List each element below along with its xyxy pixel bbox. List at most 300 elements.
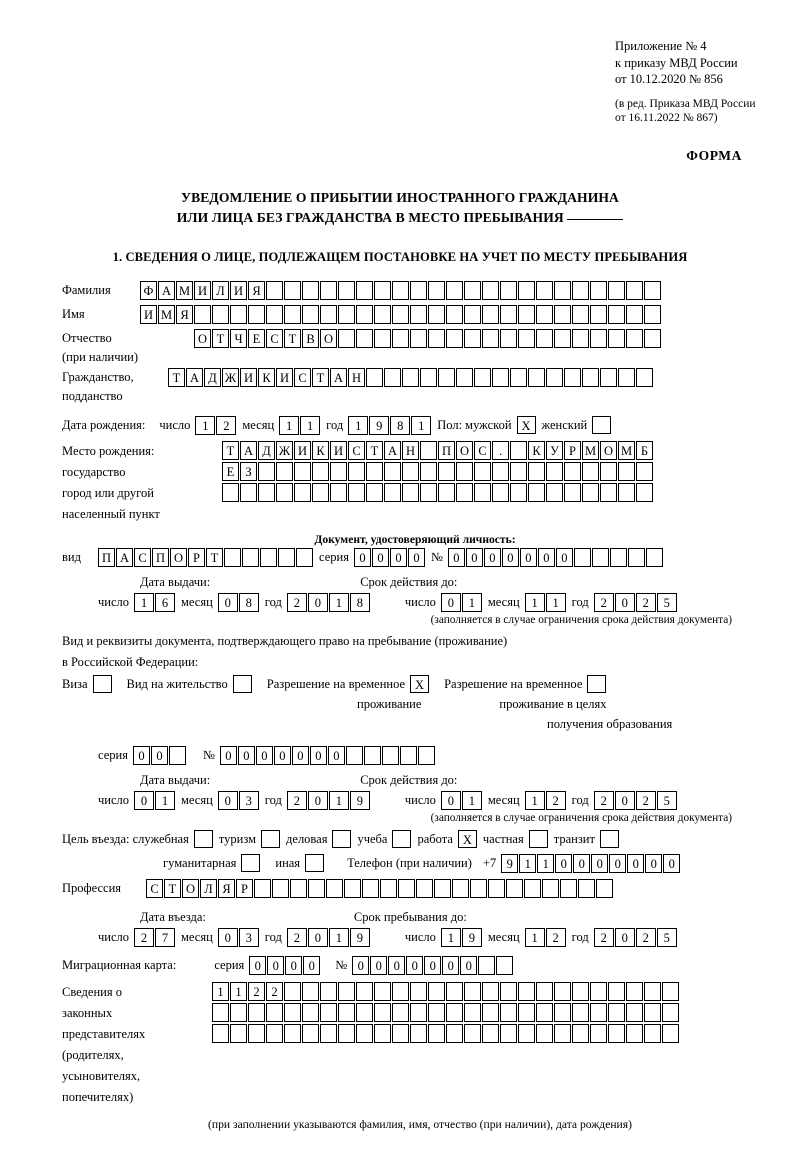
char-cell[interactable] xyxy=(608,982,625,1001)
char-cell[interactable] xyxy=(384,368,401,387)
char-cell[interactable]: Н xyxy=(348,368,365,387)
char-cell[interactable] xyxy=(260,548,277,567)
char-cell[interactable] xyxy=(590,281,607,300)
char-cell[interactable]: 1 xyxy=(546,593,566,612)
char-cell[interactable]: Е xyxy=(222,462,239,481)
char-cell[interactable] xyxy=(248,1003,265,1022)
char-cell[interactable]: 1 xyxy=(329,791,349,810)
char-cell[interactable]: П xyxy=(98,548,115,567)
char-cell[interactable] xyxy=(446,1003,463,1022)
char-cell[interactable]: Е xyxy=(248,329,265,348)
char-cell[interactable]: 0 xyxy=(573,854,590,873)
char-cell[interactable]: 2 xyxy=(287,928,307,947)
char-cell[interactable]: И xyxy=(140,305,157,324)
char-cell[interactable] xyxy=(626,1003,643,1022)
char-cell[interactable]: 2 xyxy=(266,982,283,1001)
char-cell[interactable] xyxy=(528,462,545,481)
char-cell[interactable]: 0 xyxy=(408,548,425,567)
char-cell[interactable] xyxy=(428,329,445,348)
char-cell[interactable] xyxy=(488,879,505,898)
stay-year-input[interactable] xyxy=(594,928,678,947)
char-cell[interactable] xyxy=(608,329,625,348)
char-cell[interactable]: 0 xyxy=(442,956,459,975)
char-cell[interactable] xyxy=(662,1003,679,1022)
char-cell[interactable] xyxy=(618,368,635,387)
char-cell[interactable] xyxy=(554,305,571,324)
char-cell[interactable]: А xyxy=(186,368,203,387)
char-cell[interactable] xyxy=(510,441,527,460)
char-cell[interactable] xyxy=(600,483,617,502)
char-cell[interactable]: 1 xyxy=(155,791,175,810)
birth-day-input[interactable] xyxy=(195,416,237,435)
char-cell[interactable] xyxy=(320,1003,337,1022)
char-cell[interactable] xyxy=(410,329,427,348)
char-cell[interactable]: 3 xyxy=(239,928,259,947)
char-cell[interactable]: Н xyxy=(402,441,419,460)
char-cell[interactable]: 9 xyxy=(462,928,482,947)
char-cell[interactable] xyxy=(266,281,283,300)
char-cell[interactable]: 8 xyxy=(350,593,370,612)
char-cell[interactable]: 8 xyxy=(239,593,259,612)
char-cell[interactable]: 1 xyxy=(537,854,554,873)
char-cell[interactable]: А xyxy=(116,548,133,567)
char-cell[interactable] xyxy=(302,1024,319,1043)
char-cell[interactable]: О xyxy=(320,329,337,348)
char-cell[interactable] xyxy=(402,483,419,502)
char-cell[interactable]: 5 xyxy=(657,593,677,612)
char-cell[interactable] xyxy=(348,462,365,481)
char-cell[interactable] xyxy=(608,305,625,324)
char-cell[interactable]: 2 xyxy=(636,928,656,947)
char-cell[interactable] xyxy=(438,368,455,387)
char-cell[interactable] xyxy=(320,281,337,300)
char-cell[interactable] xyxy=(644,982,661,1001)
char-cell[interactable] xyxy=(536,1003,553,1022)
id-issue-month-input[interactable] xyxy=(218,593,260,612)
char-cell[interactable]: 1 xyxy=(525,791,545,810)
char-cell[interactable] xyxy=(410,1003,427,1022)
char-cell[interactable] xyxy=(582,462,599,481)
char-cell[interactable] xyxy=(546,368,563,387)
purpose-option-checkbox-0[interactable] xyxy=(261,830,280,848)
char-cell[interactable] xyxy=(374,329,391,348)
char-cell[interactable] xyxy=(302,1003,319,1022)
char-cell[interactable] xyxy=(338,1003,355,1022)
char-cell[interactable] xyxy=(410,982,427,1001)
char-cell[interactable] xyxy=(590,1024,607,1043)
char-cell[interactable] xyxy=(320,982,337,1001)
legal-reps-row-3[interactable] xyxy=(212,1024,680,1043)
char-cell[interactable] xyxy=(464,281,481,300)
char-cell[interactable] xyxy=(536,329,553,348)
char-cell[interactable] xyxy=(266,305,283,324)
char-cell[interactable]: 0 xyxy=(645,854,662,873)
char-cell[interactable]: 0 xyxy=(292,746,309,765)
purpose-option-checkbox-3[interactable]: X xyxy=(458,830,477,848)
char-cell[interactable]: Т xyxy=(312,368,329,387)
residence-permit-checkbox[interactable] xyxy=(233,675,252,693)
char-cell[interactable] xyxy=(626,1024,643,1043)
char-cell[interactable] xyxy=(212,305,229,324)
permit-issue-year-input[interactable] xyxy=(287,791,371,810)
char-cell[interactable] xyxy=(528,483,545,502)
char-cell[interactable]: Р xyxy=(236,879,253,898)
char-cell[interactable] xyxy=(446,329,463,348)
char-cell[interactable]: Ч xyxy=(230,329,247,348)
char-cell[interactable] xyxy=(438,483,455,502)
char-cell[interactable]: К xyxy=(258,368,275,387)
char-cell[interactable] xyxy=(374,982,391,1001)
char-cell[interactable]: 2 xyxy=(594,593,614,612)
char-cell[interactable] xyxy=(428,982,445,1001)
char-cell[interactable] xyxy=(582,368,599,387)
char-cell[interactable] xyxy=(564,483,581,502)
char-cell[interactable]: И xyxy=(194,281,211,300)
char-cell[interactable] xyxy=(456,462,473,481)
char-cell[interactable] xyxy=(590,1003,607,1022)
id-valid-year-input[interactable] xyxy=(594,593,678,612)
char-cell[interactable]: 2 xyxy=(546,928,566,947)
char-cell[interactable]: 0 xyxy=(274,746,291,765)
char-cell[interactable] xyxy=(574,548,591,567)
char-cell[interactable]: 0 xyxy=(520,548,537,567)
char-cell[interactable] xyxy=(230,1003,247,1022)
char-cell[interactable] xyxy=(500,1003,517,1022)
char-cell[interactable]: 0 xyxy=(556,548,573,567)
char-cell[interactable]: 0 xyxy=(538,548,555,567)
char-cell[interactable]: С xyxy=(474,441,491,460)
char-cell[interactable]: 0 xyxy=(249,956,266,975)
char-cell[interactable]: 0 xyxy=(354,548,371,567)
char-cell[interactable]: Д xyxy=(204,368,221,387)
char-cell[interactable] xyxy=(258,483,275,502)
char-cell[interactable]: 0 xyxy=(609,854,626,873)
birth-place-row-2[interactable] xyxy=(222,462,654,481)
char-cell[interactable]: . xyxy=(492,441,509,460)
char-cell[interactable]: М xyxy=(176,281,193,300)
char-cell[interactable] xyxy=(392,1024,409,1043)
char-cell[interactable]: Т xyxy=(168,368,185,387)
char-cell[interactable] xyxy=(478,956,495,975)
char-cell[interactable]: С xyxy=(348,441,365,460)
char-cell[interactable]: Т xyxy=(366,441,383,460)
char-cell[interactable] xyxy=(446,982,463,1001)
char-cell[interactable]: Т xyxy=(222,441,239,460)
char-cell[interactable] xyxy=(402,462,419,481)
char-cell[interactable]: 0 xyxy=(484,548,501,567)
char-cell[interactable] xyxy=(276,462,293,481)
char-cell[interactable] xyxy=(284,305,301,324)
char-cell[interactable] xyxy=(428,281,445,300)
char-cell[interactable]: 0 xyxy=(372,548,389,567)
humanitarian-checkbox[interactable] xyxy=(241,854,260,872)
char-cell[interactable] xyxy=(524,879,541,898)
char-cell[interactable] xyxy=(500,1024,517,1043)
char-cell[interactable]: М xyxy=(618,441,635,460)
char-cell[interactable]: А xyxy=(330,368,347,387)
char-cell[interactable]: 0 xyxy=(256,746,273,765)
char-cell[interactable] xyxy=(554,329,571,348)
char-cell[interactable] xyxy=(392,305,409,324)
char-cell[interactable] xyxy=(600,462,617,481)
char-cell[interactable] xyxy=(572,1024,589,1043)
char-cell[interactable] xyxy=(618,462,635,481)
char-cell[interactable] xyxy=(402,368,419,387)
char-cell[interactable] xyxy=(644,305,661,324)
char-cell[interactable] xyxy=(284,1003,301,1022)
char-cell[interactable]: Р xyxy=(188,548,205,567)
char-cell[interactable]: 0 xyxy=(388,956,405,975)
char-cell[interactable]: И xyxy=(230,281,247,300)
char-cell[interactable]: 0 xyxy=(133,746,150,765)
char-cell[interactable] xyxy=(626,281,643,300)
char-cell[interactable] xyxy=(644,1003,661,1022)
char-cell[interactable] xyxy=(636,462,653,481)
char-cell[interactable] xyxy=(420,441,437,460)
char-cell[interactable] xyxy=(308,879,325,898)
char-cell[interactable] xyxy=(230,305,247,324)
char-cell[interactable] xyxy=(470,879,487,898)
char-cell[interactable]: 2 xyxy=(594,928,614,947)
char-cell[interactable]: 2 xyxy=(594,791,614,810)
char-cell[interactable] xyxy=(410,1024,427,1043)
char-cell[interactable]: 1 xyxy=(411,416,431,435)
char-cell[interactable] xyxy=(266,1003,283,1022)
char-cell[interactable] xyxy=(500,982,517,1001)
char-cell[interactable]: К xyxy=(528,441,545,460)
char-cell[interactable]: Я xyxy=(176,305,193,324)
char-cell[interactable]: М xyxy=(582,441,599,460)
char-cell[interactable]: 0 xyxy=(328,746,345,765)
char-cell[interactable] xyxy=(284,281,301,300)
char-cell[interactable] xyxy=(362,879,379,898)
char-cell[interactable] xyxy=(248,1024,265,1043)
char-cell[interactable] xyxy=(356,281,373,300)
char-cell[interactable] xyxy=(492,462,509,481)
char-cell[interactable] xyxy=(510,368,527,387)
char-cell[interactable]: 0 xyxy=(615,928,635,947)
char-cell[interactable] xyxy=(482,329,499,348)
char-cell[interactable] xyxy=(578,879,595,898)
purpose-service-checkbox[interactable] xyxy=(194,830,213,848)
char-cell[interactable] xyxy=(302,281,319,300)
char-cell[interactable] xyxy=(384,462,401,481)
char-cell[interactable]: 1 xyxy=(348,416,368,435)
char-cell[interactable]: О xyxy=(182,879,199,898)
char-cell[interactable]: И xyxy=(240,368,257,387)
char-cell[interactable] xyxy=(224,548,241,567)
char-cell[interactable]: 0 xyxy=(220,746,237,765)
char-cell[interactable] xyxy=(482,1024,499,1043)
char-cell[interactable] xyxy=(608,1003,625,1022)
char-cell[interactable] xyxy=(382,746,399,765)
char-cell[interactable] xyxy=(169,746,186,765)
char-cell[interactable]: 1 xyxy=(519,854,536,873)
char-cell[interactable]: А xyxy=(158,281,175,300)
char-cell[interactable]: 0 xyxy=(460,956,477,975)
char-cell[interactable] xyxy=(626,305,643,324)
migration-number-input[interactable] xyxy=(352,956,514,975)
char-cell[interactable]: 0 xyxy=(502,548,519,567)
char-cell[interactable]: 0 xyxy=(441,791,461,810)
char-cell[interactable] xyxy=(420,483,437,502)
birth-place-row-1[interactable] xyxy=(222,441,654,460)
char-cell[interactable]: Т xyxy=(284,329,301,348)
migration-series-input[interactable] xyxy=(249,956,321,975)
char-cell[interactable] xyxy=(464,1024,481,1043)
char-cell[interactable] xyxy=(320,1024,337,1043)
char-cell[interactable] xyxy=(572,305,589,324)
temp-residence-checkbox[interactable]: X xyxy=(410,675,429,693)
char-cell[interactable] xyxy=(330,483,347,502)
char-cell[interactable]: 0 xyxy=(218,791,238,810)
char-cell[interactable]: 2 xyxy=(636,791,656,810)
char-cell[interactable] xyxy=(464,305,481,324)
char-cell[interactable] xyxy=(636,483,653,502)
char-cell[interactable] xyxy=(518,982,535,1001)
char-cell[interactable]: 0 xyxy=(134,791,154,810)
char-cell[interactable]: 0 xyxy=(308,928,328,947)
char-cell[interactable]: 1 xyxy=(230,982,247,1001)
char-cell[interactable] xyxy=(276,483,293,502)
char-cell[interactable]: 2 xyxy=(134,928,154,947)
char-cell[interactable]: Ж xyxy=(276,441,293,460)
visa-checkbox[interactable] xyxy=(93,675,112,693)
char-cell[interactable]: 0 xyxy=(424,956,441,975)
char-cell[interactable] xyxy=(330,462,347,481)
char-cell[interactable] xyxy=(456,368,473,387)
char-cell[interactable]: 9 xyxy=(369,416,389,435)
char-cell[interactable] xyxy=(554,281,571,300)
permit-issue-month-input[interactable] xyxy=(218,791,260,810)
char-cell[interactable]: 6 xyxy=(155,593,175,612)
char-cell[interactable] xyxy=(230,1024,247,1043)
sex-female-checkbox[interactable] xyxy=(592,416,611,434)
char-cell[interactable]: 1 xyxy=(441,928,461,947)
char-cell[interactable] xyxy=(542,879,559,898)
char-cell[interactable] xyxy=(400,746,417,765)
permit-valid-year-input[interactable] xyxy=(594,791,678,810)
char-cell[interactable] xyxy=(338,281,355,300)
char-cell[interactable] xyxy=(482,305,499,324)
char-cell[interactable] xyxy=(474,462,491,481)
id-doc-kind-input[interactable] xyxy=(98,548,314,567)
char-cell[interactable] xyxy=(212,1024,229,1043)
char-cell[interactable] xyxy=(380,879,397,898)
char-cell[interactable] xyxy=(554,1003,571,1022)
char-cell[interactable]: 0 xyxy=(466,548,483,567)
char-cell[interactable] xyxy=(482,1003,499,1022)
char-cell[interactable] xyxy=(302,305,319,324)
char-cell[interactable] xyxy=(572,281,589,300)
char-cell[interactable] xyxy=(610,548,627,567)
char-cell[interactable]: 2 xyxy=(216,416,236,435)
char-cell[interactable] xyxy=(546,483,563,502)
char-cell[interactable] xyxy=(500,329,517,348)
char-cell[interactable] xyxy=(312,483,329,502)
char-cell[interactable] xyxy=(248,305,265,324)
char-cell[interactable] xyxy=(296,548,313,567)
char-cell[interactable]: 9 xyxy=(501,854,518,873)
char-cell[interactable] xyxy=(356,329,373,348)
char-cell[interactable]: 1 xyxy=(212,982,229,1001)
char-cell[interactable]: У xyxy=(546,441,563,460)
char-cell[interactable]: 0 xyxy=(591,854,608,873)
char-cell[interactable] xyxy=(464,982,481,1001)
char-cell[interactable] xyxy=(554,1024,571,1043)
char-cell[interactable] xyxy=(536,305,553,324)
purpose-option-checkbox-2[interactable] xyxy=(392,830,411,848)
char-cell[interactable] xyxy=(446,281,463,300)
char-cell[interactable]: О xyxy=(194,329,211,348)
char-cell[interactable] xyxy=(536,281,553,300)
char-cell[interactable] xyxy=(572,982,589,1001)
char-cell[interactable]: 9 xyxy=(350,928,370,947)
char-cell[interactable] xyxy=(278,548,295,567)
char-cell[interactable] xyxy=(456,483,473,502)
char-cell[interactable]: П xyxy=(152,548,169,567)
char-cell[interactable]: 1 xyxy=(329,928,349,947)
char-cell[interactable]: В xyxy=(302,329,319,348)
char-cell[interactable]: М xyxy=(158,305,175,324)
char-cell[interactable] xyxy=(518,281,535,300)
char-cell[interactable] xyxy=(492,368,509,387)
patronymic-input[interactable] xyxy=(194,329,662,348)
char-cell[interactable] xyxy=(290,879,307,898)
char-cell[interactable] xyxy=(452,879,469,898)
edu-residence-checkbox[interactable] xyxy=(587,675,606,693)
char-cell[interactable]: 0 xyxy=(441,593,461,612)
char-cell[interactable] xyxy=(338,982,355,1001)
permit-valid-day-input[interactable] xyxy=(441,791,483,810)
char-cell[interactable] xyxy=(500,281,517,300)
char-cell[interactable]: 2 xyxy=(287,593,307,612)
char-cell[interactable] xyxy=(374,1003,391,1022)
char-cell[interactable]: Я xyxy=(218,879,235,898)
char-cell[interactable]: 0 xyxy=(615,593,635,612)
char-cell[interactable] xyxy=(258,462,275,481)
char-cell[interactable]: 2 xyxy=(636,593,656,612)
id-issue-day-input[interactable] xyxy=(134,593,176,612)
char-cell[interactable] xyxy=(644,1024,661,1043)
char-cell[interactable] xyxy=(338,305,355,324)
char-cell[interactable] xyxy=(608,281,625,300)
name-input[interactable] xyxy=(140,305,662,324)
char-cell[interactable]: 0 xyxy=(555,854,572,873)
purpose-option-checkbox-1[interactable] xyxy=(332,830,351,848)
char-cell[interactable]: 0 xyxy=(218,928,238,947)
char-cell[interactable] xyxy=(194,305,211,324)
char-cell[interactable]: И xyxy=(276,368,293,387)
char-cell[interactable]: 0 xyxy=(238,746,255,765)
char-cell[interactable] xyxy=(366,483,383,502)
birth-month-input[interactable] xyxy=(279,416,321,435)
char-cell[interactable]: 0 xyxy=(218,593,238,612)
char-cell[interactable] xyxy=(428,1003,445,1022)
char-cell[interactable] xyxy=(410,305,427,324)
id-doc-series-input[interactable] xyxy=(354,548,426,567)
char-cell[interactable] xyxy=(428,1024,445,1043)
birth-year-input[interactable] xyxy=(348,416,432,435)
char-cell[interactable] xyxy=(374,305,391,324)
char-cell[interactable] xyxy=(496,956,513,975)
char-cell[interactable] xyxy=(356,305,373,324)
char-cell[interactable]: 2 xyxy=(248,982,265,1001)
char-cell[interactable] xyxy=(366,368,383,387)
char-cell[interactable]: З xyxy=(240,462,257,481)
char-cell[interactable]: 1 xyxy=(300,416,320,435)
char-cell[interactable]: 0 xyxy=(627,854,644,873)
